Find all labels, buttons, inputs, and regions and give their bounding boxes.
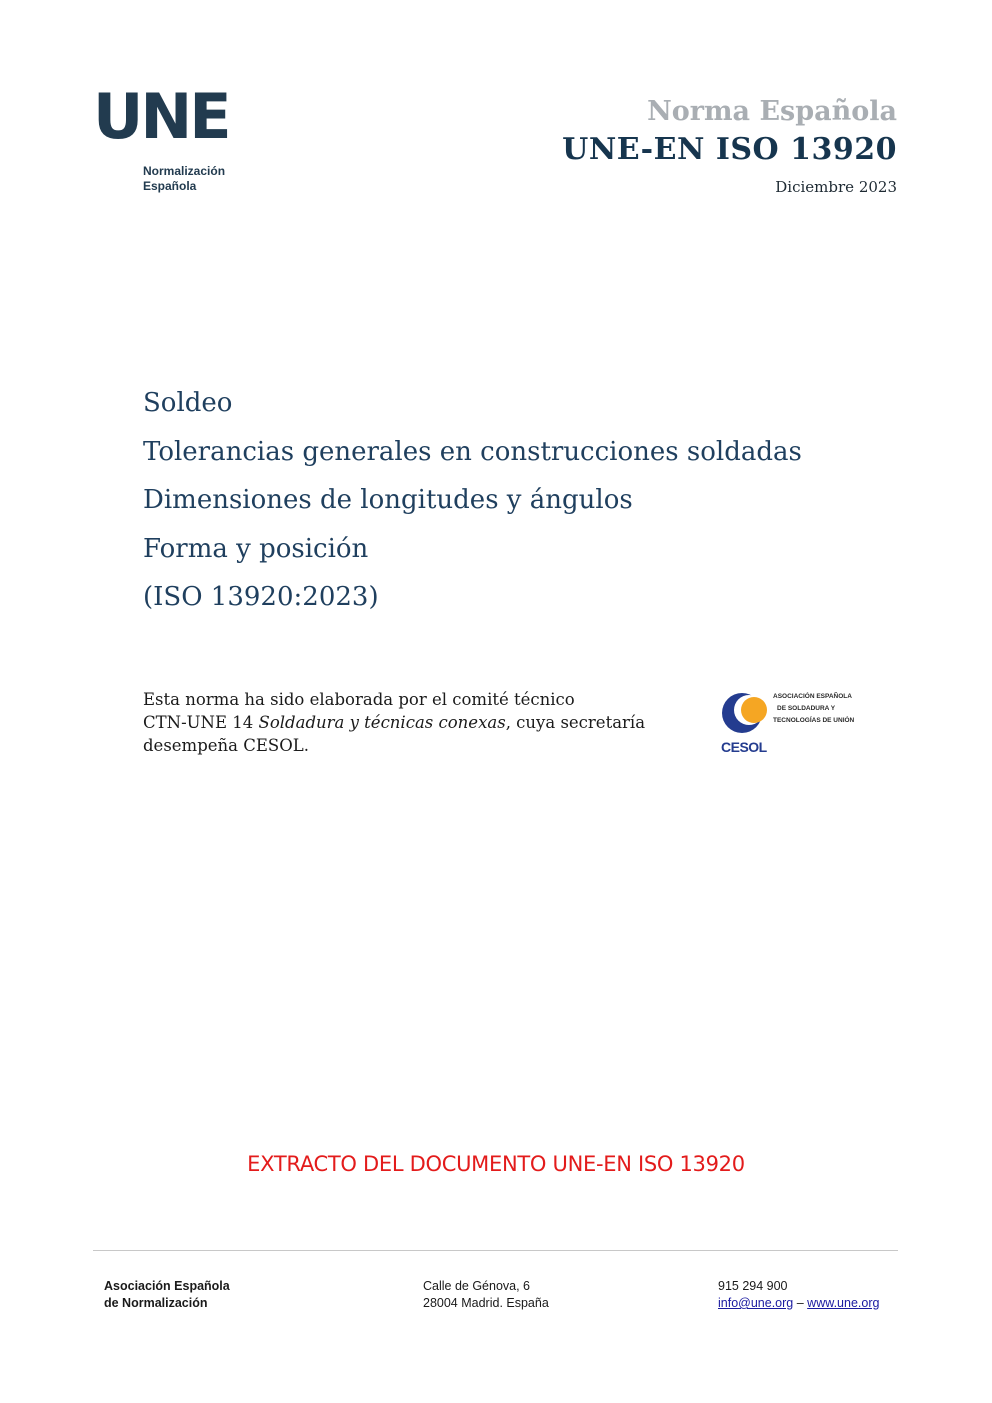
cesol-emblem-icon xyxy=(720,688,772,744)
norma-label: Norma Española xyxy=(647,96,897,127)
committee-line: desempeña CESOL. xyxy=(143,736,309,755)
link-separator: – xyxy=(796,1296,804,1310)
title-line: Tolerancias generales en construcciones soldadas xyxy=(143,436,802,467)
email-link[interactable]: info@une.org xyxy=(718,1296,794,1310)
footer-organization xyxy=(104,1278,230,1312)
footer-address xyxy=(423,1278,549,1312)
committee-code: CTN-UNE 14 xyxy=(143,713,259,732)
title-line: Dimensiones de longitudes y ángulos xyxy=(143,485,633,515)
cesol-name: CESOL xyxy=(721,739,767,755)
footer-phone: 915 294 900 xyxy=(718,1279,788,1293)
une-logo-subtitle xyxy=(143,164,225,194)
footer-org-line: Asociación Española xyxy=(104,1279,230,1293)
norma-date: Diciembre 2023 xyxy=(775,178,897,196)
cesol-association-text xyxy=(773,691,854,727)
committee-note xyxy=(143,688,683,757)
une-logo xyxy=(93,80,229,193)
title-line: (ISO 13920:2023) xyxy=(143,582,379,612)
committee-name: Soldadura y técnicas conexas xyxy=(258,713,506,732)
cesol-text-line: DE SOLDADURA Y xyxy=(777,705,836,712)
footer-org-line: de Normalización xyxy=(104,1296,208,1310)
une-logo-subtitle-line2: Española xyxy=(143,179,197,193)
committee-line: Esta norma ha sido elaborada por el comité técnico xyxy=(143,690,575,709)
document-title xyxy=(143,385,802,628)
title-line: Forma y posición xyxy=(143,533,369,564)
cesol-text-line: TECNOLOGÍAS DE UNIÓN xyxy=(773,717,855,724)
committee-suffix: , cuya secretaría xyxy=(505,713,646,732)
footer-address-line: 28004 Madrid. España xyxy=(423,1296,549,1310)
cesol-text-line: ASOCIACIÓN ESPAÑOLA xyxy=(773,693,852,700)
footer-links xyxy=(718,1295,879,1312)
footer-contact xyxy=(718,1278,879,1312)
footer-divider xyxy=(93,1250,898,1251)
website-link[interactable]: www.une.org xyxy=(807,1296,880,1310)
une-logo-wordmark: UNE xyxy=(93,80,229,153)
norma-code: UNE-EN ISO 13920 xyxy=(562,132,897,167)
extract-banner: EXTRACTO DEL DOCUMENTO UNE-EN ISO 13920 xyxy=(247,1152,745,1176)
title-line: Soldeo xyxy=(143,388,233,418)
committee-line xyxy=(143,711,683,734)
une-logo-subtitle-line1: Normalización xyxy=(143,164,226,178)
cesol-logo xyxy=(720,688,870,758)
footer-address-line: Calle de Génova, 6 xyxy=(423,1279,531,1293)
